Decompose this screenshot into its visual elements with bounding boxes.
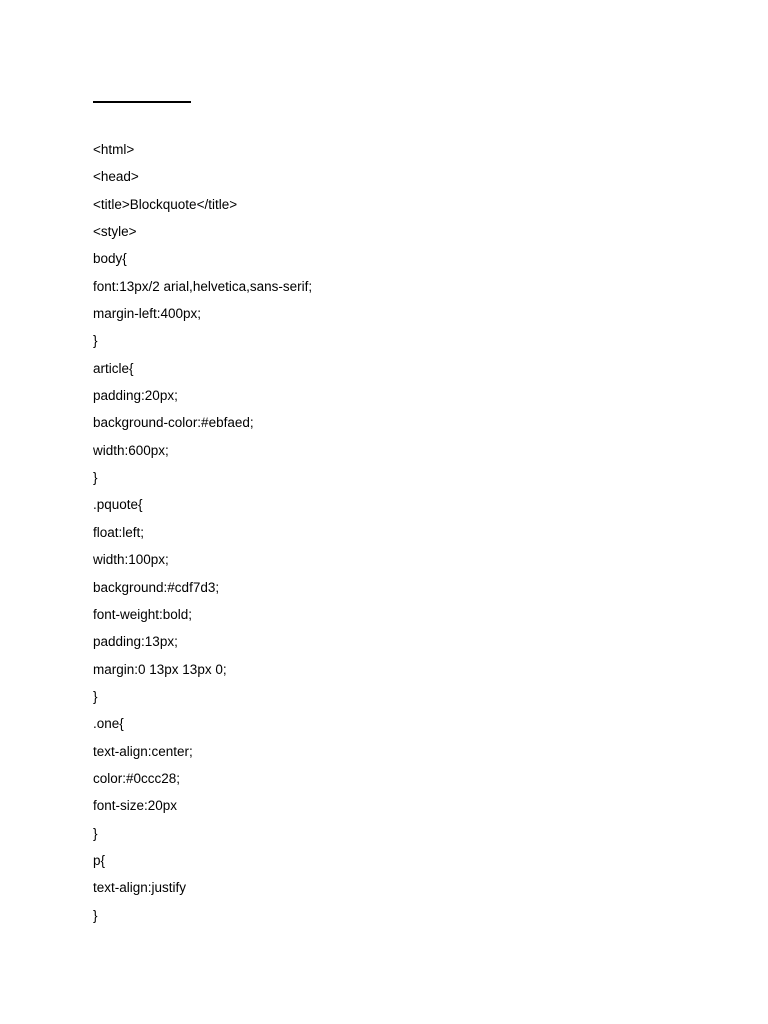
- code-line: background:#cdf7d3;: [93, 579, 220, 595]
- code-line: .pquote{: [93, 497, 143, 513]
- code-line: margin-left:400px;: [93, 306, 202, 322]
- code-line: article{: [93, 360, 134, 376]
- code-line: <head>: [93, 169, 139, 185]
- code-line: <html>: [93, 142, 135, 157]
- code-line: width:600px;: [93, 442, 169, 458]
- code-line: }: [93, 907, 98, 923]
- code-line: font-weight:bold;: [93, 606, 193, 622]
- code-line: body{: [93, 251, 127, 267]
- code-line: p{: [93, 852, 106, 868]
- header-underline: [93, 101, 191, 103]
- code-line: font-size:20px: [93, 798, 178, 814]
- code-line: margin:0 13px 13px 0;: [93, 661, 227, 677]
- code-line: font:13px/2 arial,helvetica,sans-serif;: [93, 278, 313, 294]
- code-line: padding:13px;: [93, 634, 178, 650]
- code-line: width:100px;: [93, 552, 169, 568]
- code-line: }: [93, 333, 98, 349]
- code-line: float:left;: [93, 524, 145, 540]
- code-line: text-align:justify: [93, 880, 187, 896]
- code-line: background-color:#ebfaed;: [93, 415, 254, 431]
- code-line: }: [93, 470, 98, 486]
- code-listing: [93, 140, 312, 933]
- code-line: }: [93, 825, 98, 841]
- code-line: text-align:center;: [93, 743, 193, 759]
- code-line: }: [93, 688, 98, 704]
- code-line: <style>: [93, 224, 137, 240]
- code-line: color:#0ccc28;: [93, 770, 181, 786]
- code-line: padding:20px;: [93, 388, 178, 404]
- code-line: <title>Blockquote</title>: [93, 196, 238, 212]
- code-line: .one{: [93, 716, 124, 732]
